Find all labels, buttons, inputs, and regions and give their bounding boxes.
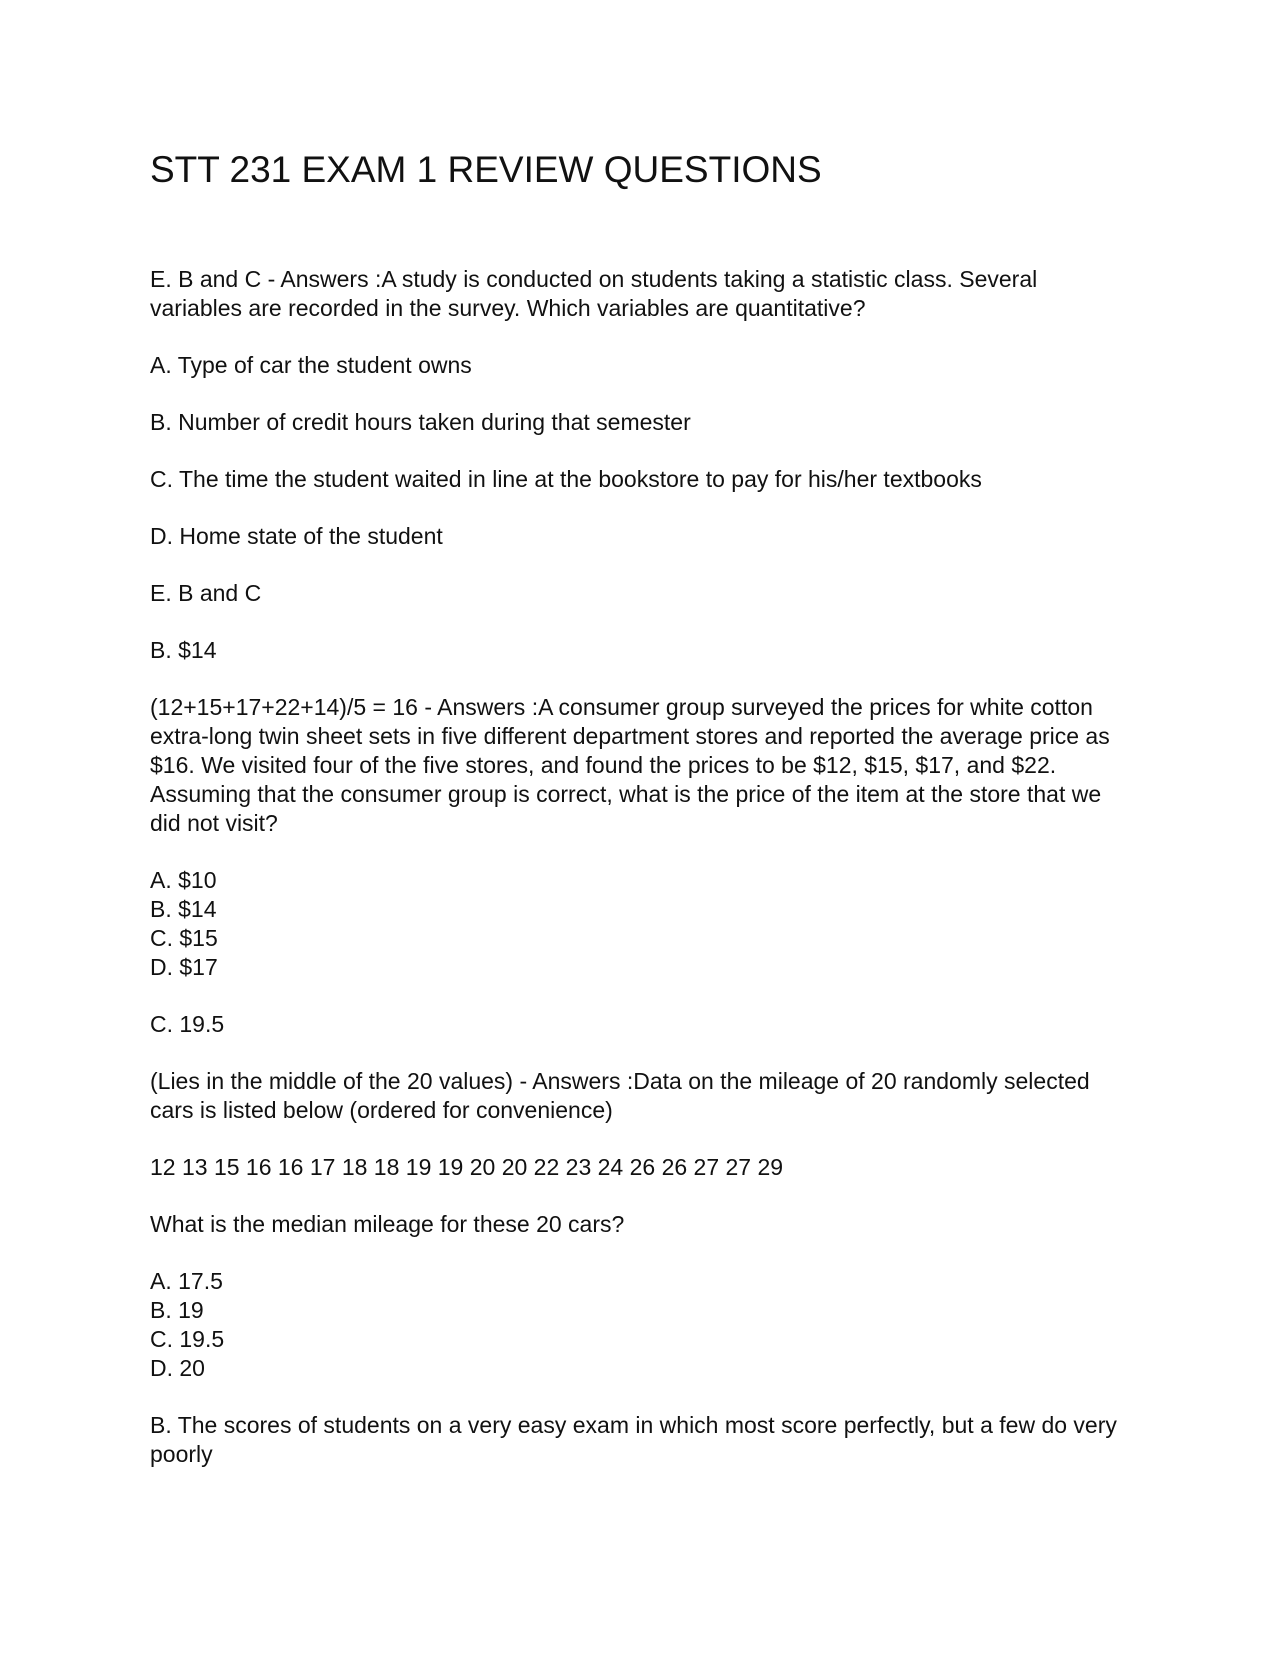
question-2-option-b: B. $14 — [150, 896, 217, 922]
question-3-option-c: C. 19.5 — [150, 1326, 225, 1352]
question-1-option-d: D. Home state of the student — [150, 523, 443, 549]
question-3-option-a: A. 17.5 — [150, 1268, 223, 1294]
question-3-option-b: B. 19 — [150, 1297, 204, 1323]
page-title: STT 231 EXAM 1 REVIEW QUESTIONS — [150, 149, 822, 190]
question-4-prompt: B. The scores of students on a very easy exam in which most score perfectly, but a few do very poorly — [150, 1412, 1117, 1467]
question-3-prompt: (Lies in the middle of the 20 values) - Answers :Data on the mileage of 20 randomly selected cars is listed below (ordered for convenience) — [150, 1068, 1090, 1123]
question-3-options — [150, 1267, 1130, 1383]
question-1-option-b: B. Number of credit hours taken during that semester — [150, 409, 691, 435]
question-2-answer: B. $14 — [150, 637, 217, 663]
document-body — [150, 265, 1130, 1497]
question-3-answer: C. 19.5 — [150, 1011, 225, 1037]
question-1-option-c: C. The time the student waited in line at the bookstore to pay for his/her textbooks — [150, 466, 982, 492]
question-1-option-e: E. B and C — [150, 580, 262, 606]
question-2-options — [150, 866, 1130, 982]
question-1-prompt: E. B and C - Answers :A study is conducted on students taking a statistic class. Several variables are recorded in the survey. Which variables are quantitative? — [150, 266, 1038, 321]
question-2-option-c: C. $15 — [150, 925, 218, 951]
question-2-option-a: A. $10 — [150, 867, 217, 893]
question-2-prompt: (12+15+17+22+14)/5 = 16 - Answers :A consumer group surveyed the prices for white cotton extra-long twin sheet sets in five different department stores and reported the average price as $16. We visited four of the five stores, and found the prices to be $12, $15, $17, and $22. Assuming that the consumer group is correct, what is the price of the item at the store that we did not visit? — [150, 694, 1110, 836]
question-3-option-d: D. 20 — [150, 1355, 205, 1381]
question-1-option-a: A. Type of car the student owns — [150, 352, 472, 378]
question-2-option-d: D. $17 — [150, 954, 218, 980]
question-3-question: What is the median mileage for these 20 cars? — [150, 1211, 625, 1237]
question-3-data: 12 13 15 16 16 17 18 18 19 19 20 20 22 23 24 26 26 27 27 29 — [150, 1154, 784, 1180]
